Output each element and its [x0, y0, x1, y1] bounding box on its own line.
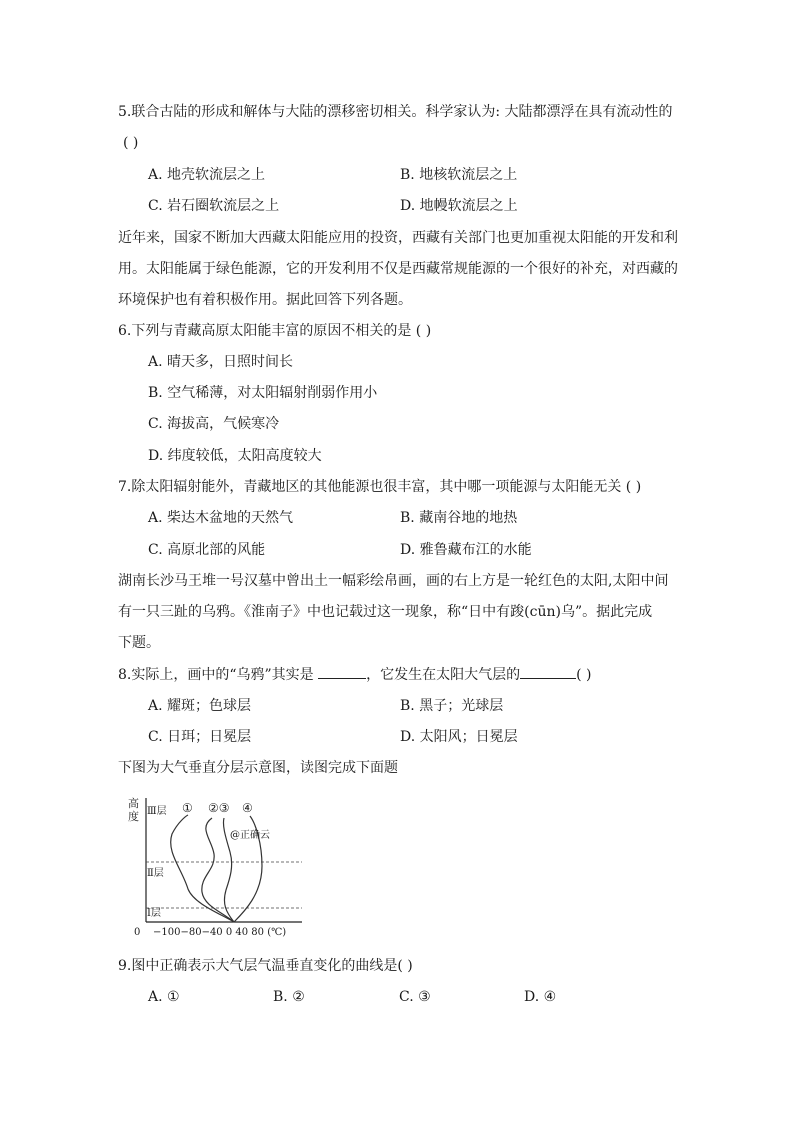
q5-stem-line1: 5.联合古陆的形成和解体与大陆的漂移密切相关。科学家认为: 大陆都漂浮在具有流动性的 — [118, 104, 673, 120]
q8-option-b[interactable]: B. 黑子；光球层 — [400, 698, 504, 714]
y-axis-label-1: 高 — [128, 797, 139, 810]
q7-option-d[interactable]: D. 雅鲁藏布江的水能 — [400, 542, 532, 558]
q6-option-b[interactable]: B. 空气稀薄，对太阳辐射削弱作用小 — [148, 385, 378, 401]
q7-option-a[interactable]: A. 柴达木盆地的天然气 — [148, 510, 294, 526]
q6-option-a[interactable]: A. 晴天多，日照时间长 — [148, 354, 294, 370]
q6-option-d[interactable]: D. 纬度较低，太阳高度较大 — [148, 448, 322, 464]
passage2-line2: 有一只三趾的乌鸦。《淮南子》中也记载过这一现象，称“日中有踆(cūn)乌”。据此完成 — [118, 604, 653, 620]
x-axis-origin: 0 — [134, 927, 141, 938]
layer1-label: Ⅰ层 — [147, 908, 161, 919]
q7-option-c[interactable]: C. 高原北部的风能 — [148, 542, 266, 558]
q8-option-d[interactable]: D. 太阳风；日冕层 — [400, 729, 518, 745]
y-axis-label-2: 度 — [128, 810, 139, 823]
q8-blank-2[interactable] — [520, 664, 576, 679]
q5-option-c[interactable]: C. 岩石圈软流层之上 — [148, 198, 280, 214]
q8-stem-part2: ，它发生在太阳大气层的 — [366, 667, 521, 683]
q9-option-d[interactable]: D. ④ — [524, 989, 557, 1005]
q5-stem-line2: ( ) — [123, 135, 139, 151]
q5-option-b[interactable]: B. 地核软流层之上 — [400, 167, 518, 183]
q8-option-a[interactable]: A. 耀斑；色球层 — [148, 698, 252, 714]
watermark: @正确云 — [230, 830, 270, 841]
q7-option-b[interactable]: B. 藏南谷地的地热 — [400, 510, 518, 526]
q6-stem: 6.下列与青藏高原太阳能丰富的原因不相关的是 ( ) — [118, 323, 432, 339]
q9-stem: 9.图中正确表示大气层气温垂直变化的曲线是( ) — [118, 958, 413, 974]
q8-option-c[interactable]: C. 日珥；日冕层 — [148, 729, 252, 745]
curve-label-1: ① — [182, 801, 193, 815]
passage1-line1: 近年来，国家不断加大西藏太阳能应用的投资，西藏有关部门也更加重视太阳能的开发和利 — [118, 230, 678, 246]
layer2-label: Ⅱ层 — [147, 868, 164, 879]
layer3-label: Ⅲ层 — [147, 806, 167, 817]
q7-stem: 7.除太阳辐射能外，青藏地区的其他能源也很丰富，其中哪一项能源与太阳能无关 ( ) — [118, 479, 642, 495]
q8-stem — [118, 664, 592, 685]
q8-stem-part3: ( ) — [576, 667, 592, 683]
q6-option-c[interactable]: C. 海拔高，气候寒冷 — [148, 416, 280, 432]
q9-option-b[interactable]: B. ② — [273, 989, 305, 1005]
curve-label-23: ②③ — [208, 801, 230, 815]
q5-option-a[interactable]: A. 地壳软流层之上 — [148, 167, 266, 183]
atmosphere-layer-diagram — [126, 794, 306, 940]
figure-intro: 下图为大气垂直分层示意图，读图完成下面题 — [118, 760, 398, 776]
x-axis-ticks: −100−80−40 0 40 80 (℃) — [153, 927, 287, 938]
passage2-line3: 下题。 — [118, 635, 160, 651]
q5-option-d[interactable]: D. 地幔软流层之上 — [400, 198, 518, 214]
passage1-line3: 环境保护也有着积极作用。据此回答下列各题。 — [118, 292, 412, 308]
passage1-line2: 用。太阳能属于绿色能源，它的开发利用不仅是西藏常规能源的一个很好的补充，对西藏的 — [118, 261, 678, 277]
q9-option-c[interactable]: C. ③ — [399, 989, 431, 1005]
q9-option-a[interactable]: A. ① — [148, 989, 180, 1005]
q8-stem-part1: 8.实际上，画中的“乌鸦”其实是 — [118, 667, 314, 683]
passage2-line1: 湖南长沙马王堆一号汉墓中曾出土一幅彩绘帛画，画的右上方是一轮红色的太阳,太阳中间 — [118, 573, 669, 589]
q8-blank-1[interactable] — [318, 664, 366, 679]
curve-label-4: ④ — [242, 801, 253, 815]
